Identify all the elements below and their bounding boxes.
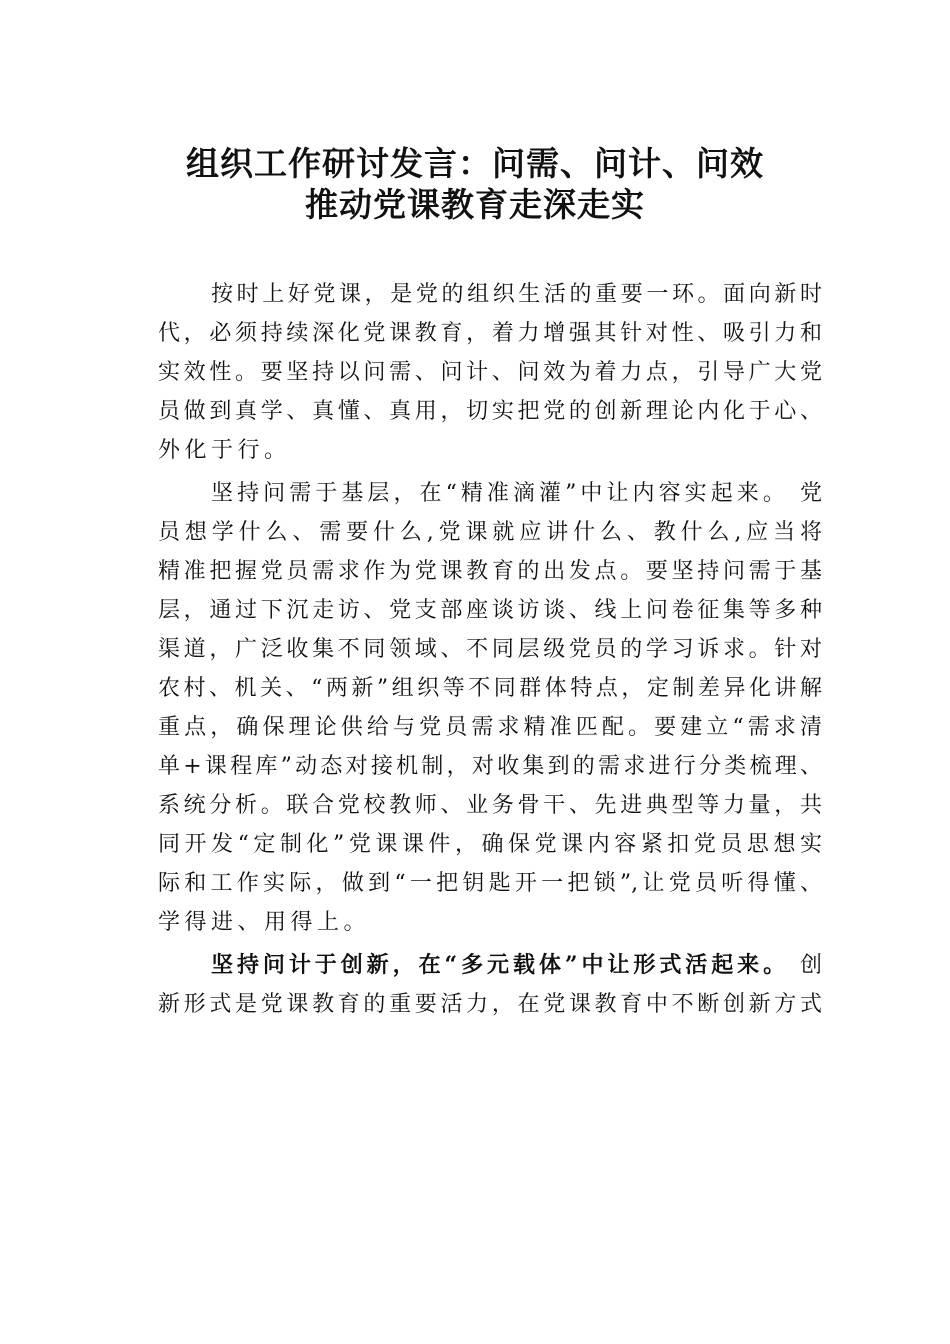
paragraph-line: 同开发“定制化”党课课件，确保党课内容紧扣党员思想实 xyxy=(158,832,822,857)
paragraph-line: 渠道，广泛收集不同领域、不同层级党员的学习诉求。针对 xyxy=(158,637,822,662)
paragraph-line: 新形式是党课教育的重要活力，在党课教育中不断创新方式 xyxy=(158,992,822,1017)
paragraph-line: 代，必须持续深化党课教育，着力增强其针对性、吸引力和 xyxy=(158,321,822,346)
paragraph xyxy=(158,275,822,470)
paragraph-line: 层，通过下沉走访、党支部座谈访谈、线上问卷征集等多种 xyxy=(158,598,822,623)
paragraph-line: 实效性。要坚持以问需、问计、问效为着力点，引导广大党 xyxy=(158,360,822,385)
paragraph-line: 员想学什么、需要什么,党课就应讲什么、教什么,应当将 xyxy=(158,520,822,545)
paragraph-line: 单+课程库”动态对接机制，对收集到的需求进行分类梳理、 xyxy=(158,754,822,779)
paragraph-line: 坚持问需于基层，在“精准滴灌”中让内容实起来。 党 xyxy=(211,481,822,506)
paragraph-line: 重点，确保理论供给与党员需求精准匹配。要建立“需求清 xyxy=(158,715,822,740)
paragraph-line: 际和工作实际，做到“一把钥匙开一把锁”,让党员听得懂、 xyxy=(158,871,822,896)
paragraph-line: 系统分析。联合党校教师、业务骨干、先进典型等力量，共 xyxy=(158,793,822,818)
bold-lead-sentence: 坚持问计于创新，在“多元载体”中让形式活起来。 xyxy=(211,952,790,978)
document-body xyxy=(158,275,822,1028)
paragraph xyxy=(158,946,822,1024)
document-title-line-1: 组织工作研讨发言：问需、问计、问效 xyxy=(186,144,764,183)
document-title-line-2: 推动党课教育走深走实 xyxy=(305,185,645,224)
paragraph xyxy=(158,474,822,942)
lead-continuation: 创 xyxy=(789,953,823,978)
paragraph-line: 员做到真学、真懂、真用，切实把党的创新理论内化于心、 xyxy=(158,399,822,424)
paragraph-line: 按时上好党课，是党的组织生活的重要一环。面向新时 xyxy=(211,282,822,307)
paragraph-line: 精准把握党员需求作为党课教育的出发点。要坚持问需于基 xyxy=(158,559,822,584)
paragraph-line: 外化于行。 xyxy=(158,438,291,463)
paragraph-line: 学得进、用得上。 xyxy=(158,910,371,935)
paragraph-line: 农村、机关、“两新”组织等不同群体特点，定制差异化讲解 xyxy=(158,676,822,701)
paragraph-line xyxy=(158,946,822,985)
